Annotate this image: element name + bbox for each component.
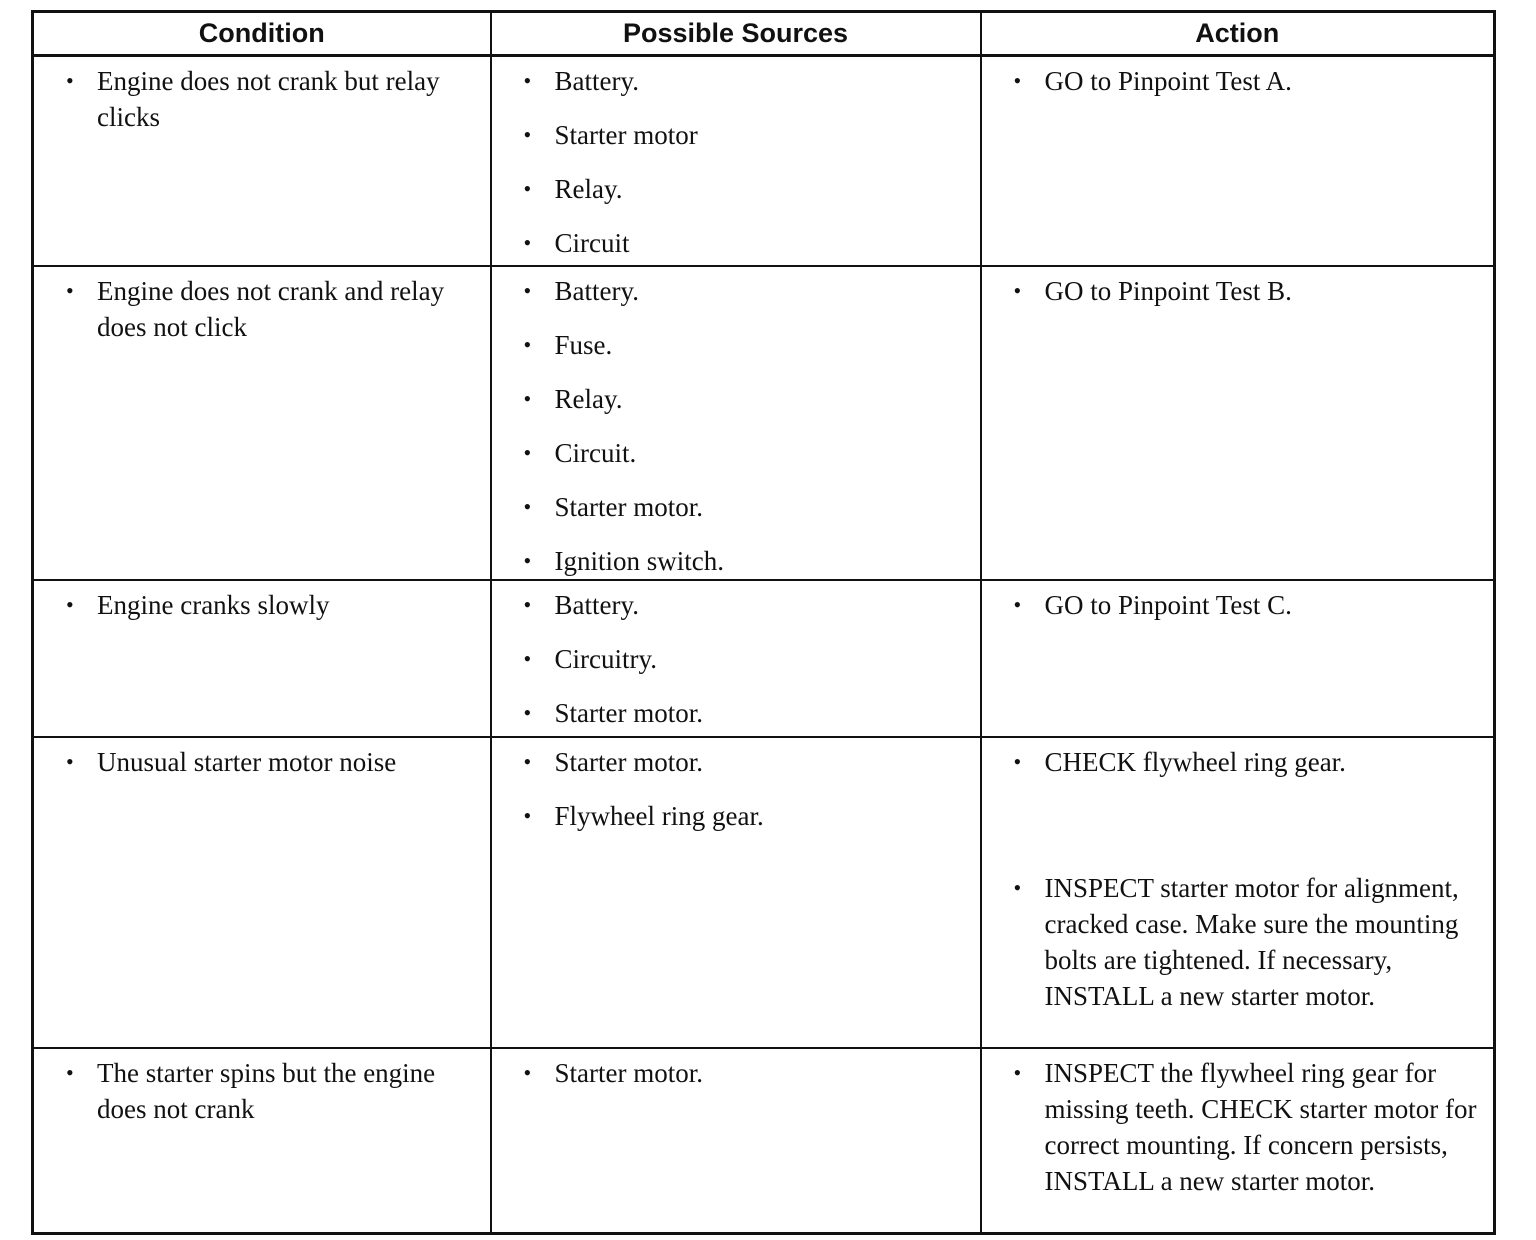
condition-cell: [33, 266, 491, 580]
source-item: • Flywheel ring gear.: [524, 798, 970, 834]
sources-cell: [491, 56, 981, 267]
source-item: • Circuit.: [524, 435, 970, 471]
sources-cell: [491, 266, 981, 580]
table-row: [33, 56, 1495, 267]
action-item: • INSPECT the flywheel ring gear for missing teeth. CHECK starter motor for correct mounting. If concern persists, INSTALL a new starter motor.: [1014, 1055, 1484, 1199]
condition-cell: [33, 737, 491, 1048]
action-item: • CHECK flywheel ring gear.: [1014, 744, 1484, 780]
action-item: • INSPECT starter motor for alignment, cracked case. Make sure the mounting bolts are tightened. If necessary, INSTALL a new starter motor.: [1014, 870, 1484, 1014]
source-item: • Starter motor.: [524, 489, 970, 525]
sources-cell: [491, 737, 981, 1048]
source-item: • Starter motor.: [524, 695, 970, 731]
condition-cell: [33, 1048, 491, 1234]
action-item: • GO to Pinpoint Test A.: [1014, 63, 1484, 99]
header-condition: Condition: [33, 12, 491, 56]
condition-item: • Engine does not crank but relay clicks: [66, 63, 480, 135]
source-item: • Starter motor: [524, 117, 970, 153]
source-item: • Starter motor.: [524, 1055, 970, 1091]
diagnosis-table: [31, 10, 1496, 1235]
action-item: • GO to Pinpoint Test C.: [1014, 587, 1484, 623]
source-item: • Battery.: [524, 63, 970, 99]
action-cell: [981, 266, 1495, 580]
condition-cell: [33, 580, 491, 737]
source-item: • Circuitry.: [524, 641, 970, 677]
header-row: [33, 12, 1495, 56]
sources-cell: [491, 1048, 981, 1234]
table-row: [33, 580, 1495, 737]
table-row: [33, 737, 1495, 1048]
action-item: • GO to Pinpoint Test B.: [1014, 273, 1484, 309]
source-item: • Circuit: [524, 225, 970, 261]
condition-item: • Engine cranks slowly: [66, 587, 480, 623]
source-item: • Relay.: [524, 171, 970, 207]
action-cell: [981, 580, 1495, 737]
source-item: • Fuse.: [524, 327, 970, 363]
header-action: Action: [981, 12, 1495, 56]
action-cell: [981, 1048, 1495, 1234]
header-possible-sources: Possible Sources: [491, 12, 981, 56]
condition-item: • Engine does not crank and relay does not click: [66, 273, 480, 345]
condition-item: • Unusual starter motor noise: [66, 744, 480, 780]
table-row: [33, 1048, 1495, 1234]
source-item: • Battery.: [524, 587, 970, 623]
condition-cell: [33, 56, 491, 267]
sources-cell: [491, 580, 981, 737]
action-cell: [981, 56, 1495, 267]
action-cell: [981, 737, 1495, 1048]
source-item: • Starter motor.: [524, 744, 970, 780]
source-item: • Relay.: [524, 381, 970, 417]
source-item: • Battery.: [524, 273, 970, 309]
source-item: • Ignition switch.: [524, 543, 970, 579]
condition-item: • The starter spins but the engine does not crank: [66, 1055, 480, 1127]
table-row: [33, 266, 1495, 580]
